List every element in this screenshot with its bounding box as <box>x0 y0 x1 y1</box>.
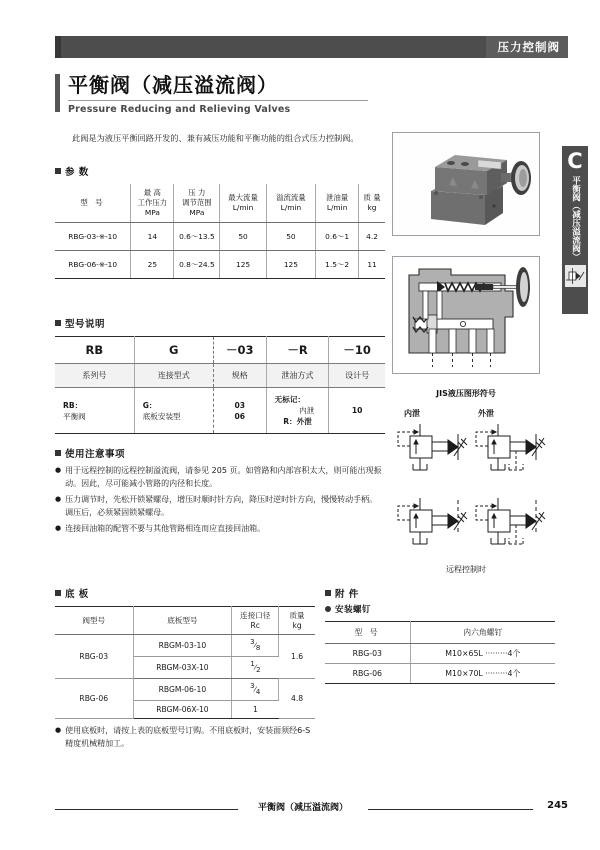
table-row <box>55 678 315 700</box>
cell-valve-model: RBG-03 <box>55 635 133 679</box>
notes-section <box>55 446 385 535</box>
th-max-pressure: 最 高 工作压力 MPa <box>131 184 174 223</box>
code-series: RB <box>55 337 134 364</box>
baseplate-table <box>55 606 315 719</box>
th-relief-flow: 溢流流量 L/min <box>266 184 316 223</box>
accessory-section <box>325 586 555 684</box>
jis-symbol-title: JIS液压图形符号 <box>436 389 496 398</box>
title-accent-bar <box>55 74 60 112</box>
banner-category-label: 压力控制阀 <box>486 36 569 58</box>
note-item <box>55 522 385 535</box>
square-marker-icon <box>55 168 61 174</box>
valve-section-illustration <box>393 257 539 373</box>
page-title: 平衡阀（减压溢流阀） <box>68 73 278 97</box>
note-item <box>55 464 385 490</box>
cell-valve-model: RBG-06 <box>55 678 133 718</box>
cell-port-size: $^3⁄_4$ <box>232 678 279 700</box>
label-series: 系列号 <box>55 364 134 388</box>
cell-max-flow: 50 <box>220 223 266 251</box>
cell-port-size: $^3⁄_8$ <box>232 635 279 657</box>
accessory-table <box>325 621 555 684</box>
cell-drain-flow: 1.5～2 <box>316 251 359 279</box>
table-row <box>325 644 555 664</box>
banner-accent-bar <box>55 36 61 58</box>
side-index-tab[interactable] <box>562 146 588 314</box>
accessory-heading: 附 件 <box>335 589 359 600</box>
th-valve-model: 阀型号 <box>55 607 133 635</box>
cell-drain-flow: 0.6～1 <box>316 223 359 251</box>
cell-plate-model: RBGM-03X-10 <box>133 656 232 678</box>
params-heading: 参 数 <box>65 167 89 178</box>
label-size: 规格 <box>213 364 266 388</box>
cell-plate-model: RBGM-03-10 <box>133 635 232 657</box>
remote-control-caption: 远程控制时 <box>446 565 486 574</box>
th-plate-model: 底板型号 <box>133 607 232 635</box>
cell-relief-flow: 50 <box>266 223 316 251</box>
cell-plate-model: RBGM-06-10 <box>133 678 232 700</box>
jis-symbols-remote <box>388 492 548 566</box>
cell-acc-screw: M10×70L ·········4个 <box>410 664 555 684</box>
th-pressure-range: 压 力 调节范围 MPa <box>174 184 220 223</box>
detail-design: 10 <box>329 388 385 434</box>
notes-heading: 使用注意事项 <box>65 449 126 460</box>
cell-weight: 4.2 <box>359 223 385 251</box>
cell-plate-weight: 4.8 <box>279 678 315 718</box>
footer-rule-right <box>368 809 533 810</box>
th-model: 型 号 <box>55 184 131 223</box>
page-title-block <box>55 72 385 115</box>
jis-external-label: 外泄 <box>478 409 494 418</box>
title-divider <box>68 100 368 101</box>
page-footer <box>55 800 568 818</box>
square-marker-icon <box>325 590 331 596</box>
note-text: 压力调节时，先松开锁紧螺母，增压时顺时针方向，降压时逆时针方向，慢慢转动手柄。调压后，必须紧固锁紧螺母。 <box>65 495 378 517</box>
baseplate-section <box>55 586 315 750</box>
th-weight: 质 量 kg <box>359 184 385 223</box>
th-plate-weight: 质量 kg <box>279 607 315 635</box>
label-drain: 泄油方式 <box>266 364 329 388</box>
detail-size: 03 06 <box>213 388 266 434</box>
side-tab-label: 平衡阀（减压溢流阀） <box>570 176 581 261</box>
params-section <box>55 164 385 279</box>
cell-port-size: 1 <box>232 700 279 718</box>
cell-max-flow: 125 <box>220 251 266 279</box>
model-detail-row <box>55 388 385 434</box>
cell-weight: 11 <box>359 251 385 279</box>
cell-acc-model: RBG-06 <box>325 664 410 684</box>
table-header-row <box>325 622 555 644</box>
model-heading-row <box>55 316 385 330</box>
baseplate-heading-row <box>55 586 315 600</box>
jis-internal-label: 内泄 <box>404 409 420 418</box>
notes-list <box>55 464 385 535</box>
footer-rule-left <box>55 809 238 810</box>
bullet-icon: ● <box>55 466 62 474</box>
cell-pressure-range: 0.8～24.5 <box>174 251 220 279</box>
square-marker-icon <box>55 320 61 326</box>
cell-plate-model: RBGM-06X-10 <box>133 700 232 718</box>
bullet-icon: ● <box>55 524 62 532</box>
params-heading-row <box>55 164 385 178</box>
table-row <box>55 223 385 251</box>
jis-symbol-internal-external <box>388 418 548 484</box>
model-section <box>55 316 385 434</box>
table-header-row <box>55 607 315 635</box>
code-design: －10 <box>329 337 385 364</box>
top-banner <box>55 36 568 58</box>
label-design: 设计号 <box>329 364 385 388</box>
note-text: 连接回油箱的配管不要与其他管路相连而应直接回油箱。 <box>65 524 266 533</box>
bullet-marker-icon <box>325 606 331 612</box>
model-code-row <box>55 337 385 364</box>
cell-acc-screw: M10×65L ·········4个 <box>410 644 555 664</box>
cell-max-pressure: 14 <box>131 223 174 251</box>
accessory-heading-row <box>325 586 555 600</box>
square-marker-icon <box>55 590 61 596</box>
bullet-icon: ● <box>55 495 62 503</box>
table-row <box>325 664 555 684</box>
detail-series: RB： 平衡阀 <box>55 388 134 434</box>
intro-paragraph: 此阀是为液压平衡回路开发的、兼有减压功能和平衡功能的组合式压力控制阀。 <box>72 133 359 143</box>
note-item <box>55 724 315 750</box>
mini-valve-symbol-icon <box>565 265 586 287</box>
cell-model: RBG-06-※-10 <box>55 251 131 279</box>
cell-relief-flow: 125 <box>266 251 316 279</box>
table-header-row <box>55 184 385 223</box>
code-connection: G <box>134 337 213 364</box>
model-label-row <box>55 364 385 388</box>
accessory-sub-heading-row <box>325 603 555 615</box>
jis-symbol-remote-control <box>388 492 548 562</box>
label-connection: 连接型式 <box>134 364 213 388</box>
page-subtitle-en: Pressure Reducing and Relieving Valves <box>68 104 291 115</box>
model-heading: 型号说明 <box>65 319 106 330</box>
code-size: －03 <box>213 337 266 364</box>
cell-plate-weight: 1.6 <box>279 635 315 679</box>
jis-symbols-top <box>388 418 548 488</box>
notes-heading-row <box>55 446 385 460</box>
th-acc-screw: 内六角螺钉 <box>410 622 555 644</box>
cell-model: RBG-03-※-10 <box>55 223 131 251</box>
detail-drain: 无标记： 内泄 R：外泄 <box>266 388 329 434</box>
baseplate-heading: 底 板 <box>65 589 89 600</box>
detail-connection: G： 底板安装型 <box>134 388 213 434</box>
bullet-icon: ● <box>55 725 62 734</box>
product-photo <box>392 132 540 236</box>
th-drain-flow: 泄油量 L/min <box>316 184 359 223</box>
table-row <box>55 635 315 657</box>
page-number: 245 <box>547 800 568 811</box>
parameters-table <box>55 184 385 279</box>
accessory-sub-heading: 安装螺钉 <box>335 605 372 615</box>
th-max-flow: 最大流量 L/min <box>220 184 266 223</box>
note-item <box>55 493 385 519</box>
side-tab-symbol-icon <box>565 265 586 287</box>
square-marker-icon <box>55 450 61 456</box>
cross-section-diagram <box>392 256 540 374</box>
th-port-size: 连接口径 Rc <box>232 607 279 635</box>
cell-max-pressure: 25 <box>131 251 174 279</box>
baseplate-note-wrap <box>55 724 315 750</box>
model-code-table <box>55 336 385 434</box>
note-text: 用于远程控制的远程控制溢流阀，请参见 205 页。如管路和内部容积太大，则可能出现振动。因此，尽可能减小管路的内径和长度。 <box>65 466 382 488</box>
th-acc-model: 型 号 <box>325 622 410 644</box>
side-tab-letter: C <box>567 149 583 173</box>
cell-acc-model: RBG-03 <box>325 644 410 664</box>
cell-port-size: $^1⁄_2$ <box>232 656 279 678</box>
cell-pressure-range: 0.6～13.5 <box>174 223 220 251</box>
table-row <box>55 251 385 279</box>
footer-title: 平衡阀（减压溢流阀） <box>257 803 348 813</box>
code-drain: －R <box>266 337 329 364</box>
valve-photo-illustration <box>393 133 539 235</box>
baseplate-note: 使用底板时，请按上表的底板型号订购。不用底板时，安装面须经6-S精度机械精加工。 <box>65 725 311 748</box>
